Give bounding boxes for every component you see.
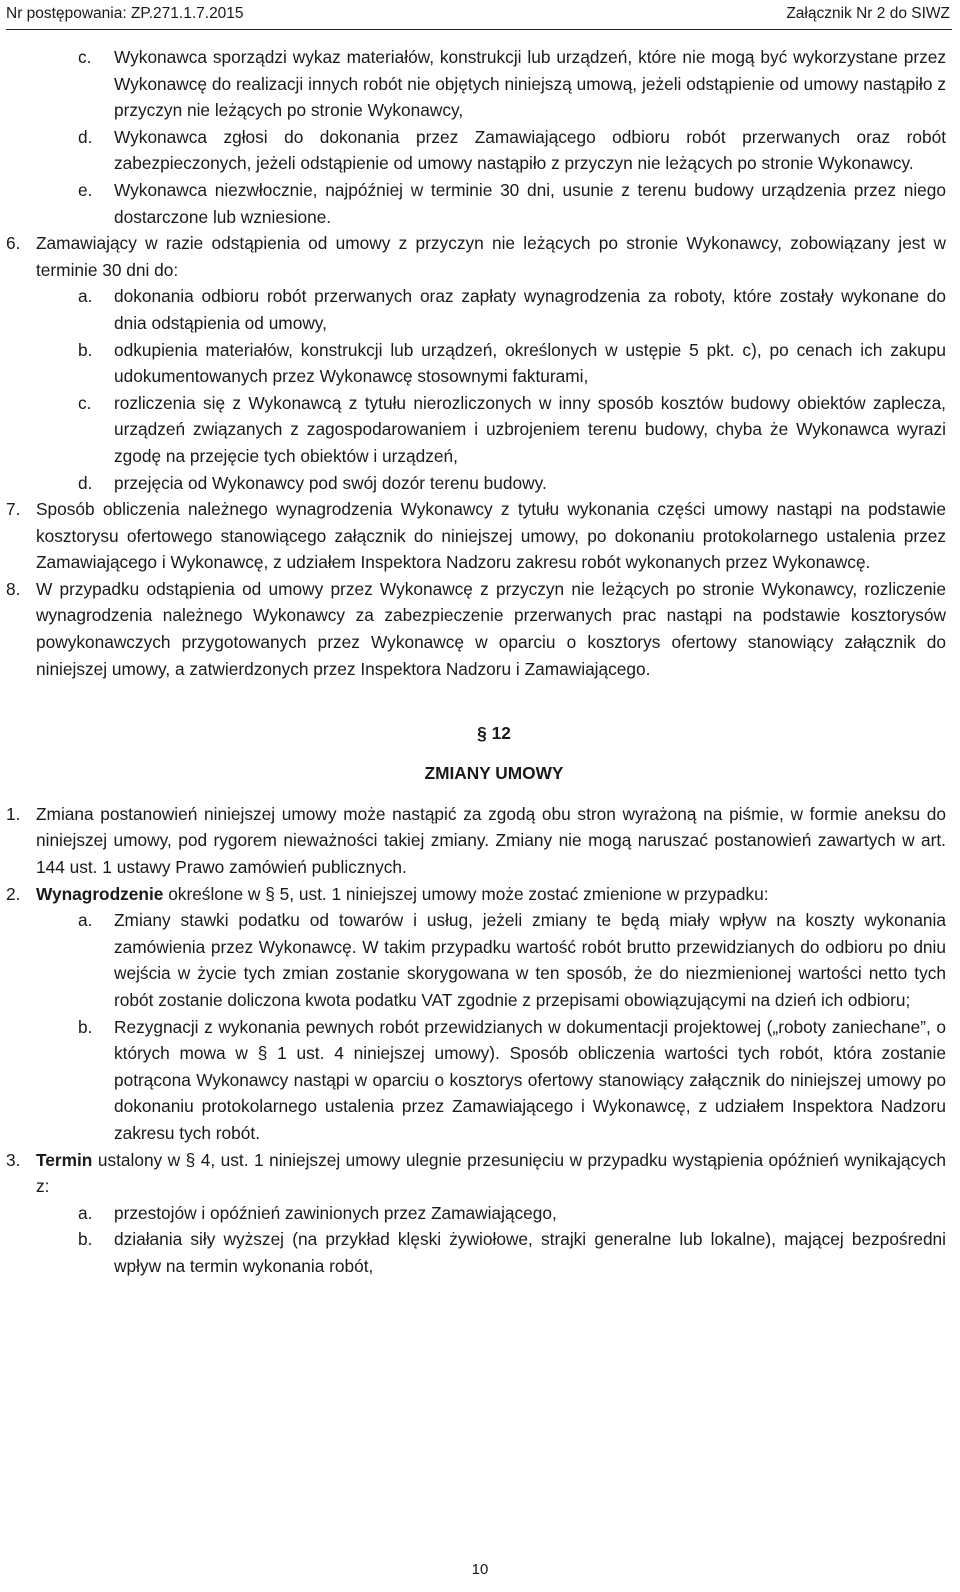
list-item: a. dokonania odbioru robót przerwanych oraz zapłaty wynagrodzenia za roboty, które zostały wykonane do dnia odstąpienia od umowy, [78,286,946,333]
list-item-text: Wykonawca sporządzi wykaz materiałów, konstrukcji lub urządzeń, które nie mogą być wykorzystane przez Wykonawcę do realizacji innych robót nie objętych niniejszą umową, jeżeli odstąpienie od umowy nastąpiło z przyczyn nie leżących po stronie Wykonawcy, [114,47,946,121]
clause-keyword: Termin [36,1149,93,1170]
paragraph-6: 6. Zamawiający w razie odstąpienia od umowy z przyczyn nie leżących po stronie Wykonawcy, zobowiązany jest w terminie 30 dni do: [6,233,946,280]
list-item: e. Wykonawca niezwłocznie, najpóźniej w terminie 30 dni, usunie z terenu budowy urządzenia przez niego dostarczone lub wzniesione. [78,179,946,227]
paragraph-8: 8. W przypadku odstąpienia od umowy przez Wykonawcę z przyczyn nie leżących po stronie Wykonawcy, rozliczenie wynagrodzenia należnego Wykonawcy za zabezpieczenie przerwanych prac nastąpi na podstawie kosztorysów powykonawczych przygotowanych przez Wykonawcę w oparciu o kosztorys ofertowy stanowiący załącznik do niniejszej umowy, a zatwierdzonych przez Inspektora Nadzoru i Zamawiającego. [6,578,946,679]
list-item: a. przestojów i opóźnień zawinionych przez Zamawiającego, [78,1202,557,1223]
list-item-text: dokonania odbioru robót przerwanych oraz zapłaty wynagrodzenia za roboty, które zostały wykonane do dnia odstąpienia od umowy, [114,286,946,333]
list-item: d. Wykonawca zgłosi do dokonania przez Zamawiającego odbioru robót przerwanych oraz robót zabezpieczonych, jeżeli odstąpienie od umowy nastąpiło z przyczyn nie leżących po stronie Wykonawcy. [78,126,946,174]
list-item: b. odkupienia materiałów, konstrukcji lub urządzeń, określonych w ustępie 5 pkt. c), po cenach ich zakupu udokumentowanych przez Wykonawcę stosownymi fakturami, [78,339,946,387]
paragraph-text: Zamawiający w razie odstąpienia od umowy z przyczyn nie leżących po stronie Wykonawcy, zobowiązany jest w terminie 30 dni do: [36,233,946,280]
list-item: b. Rezygnacji z wykonania pewnych robót przewidzianych w dokumentacji projektowej („roboty zaniechane”, o których mowa w § 1 ust. 4 niniejszej umowy). Sposób obliczenia wartości tych robót, która zostanie potrącona Wykonawcy nastąpi w oparciu o kosztorys ofertowy stanowiący załącznik do niniejszej umowy po dokonaniu protokolarnego ustalenia przez Zamawiającego i Wykonawcę, z udziałem Inspektora Nadzoru zakresu tych robót. [78,1016,946,1143]
page-header [0,2,960,28]
paragraph-7: 7. Sposób obliczenia należnego wynagrodzenia Wykonawcy z tytułu wykonania części umowy nastąpi na podstawie kosztorysu ofertowego stanowiącego załącznik do niniejszej umowy, po dokonaniu protokolarnego ustalenia przez Zamawiającego i Wykonawcę, z udziałem Inspektora Nadzoru zakresu robót wykonanych przez Wykonawcę. [6,499,946,573]
list-item: c. Wykonawca sporządzi wykaz materiałów, konstrukcji lub urządzeń, które nie mogą być wykorzystane przez Wykonawcę do realizacji innych robót nie objętych niniejszą umową, jeżeli odstąpienie od umowy nastąpiło z przyczyn nie leżących po stronie Wykonawcy, [78,47,946,121]
section-number: § 12 [477,723,511,744]
clause-text: Zmiana postanowień niniejszej umowy może nastąpić za zgodą obu stron wyrażoną na piśmie, w formie aneksu do niniejszej umowy, pod rygorem nieważności takiej zmiany. Zmiany nie mogą naruszać postanowień zawartych w art. 144 ust. 1 ustawy Prawo zamówień publicznych. [36,803,946,878]
list-item: a. Zmiany stawki podatku od towarów i usług, jeżeli zmiany te będą miały wpływ na koszty wykonania zamówienia przez Wykonawcę. W takim przypadku wartość robót brutto przewidzianych do odbioru po dniu wejścia w życie tych zmian zostanie skorygowana w ten sposób, że do niezmienionej wartości netto tych robót zostanie doliczona kwota podatku VAT zgodnie z przepisami obowiązującymi na dzień ich odbioru; [78,910,946,1010]
list-item-text: Zmiany stawki podatku od towarów i usług, jeżeli zmiany te będą miały wpływ na koszty wykonania zamówienia przez Wykonawcę. W takim przypadku wartość robót brutto przewidzianych do odbioru po dniu wejścia w życie tych zmian zostanie skorygowana w ten sposób, że do niezmienionej wartości netto tych robót zostanie doliczona kwota podatku VAT zgodnie z przepisami obowiązującymi na dzień ich odbioru; [114,910,946,1010]
clause-2: 2. Wynagrodzenie określone w § 5, ust. 1 niniejszej umowy może zostać zmienione w przypadku: [6,883,769,904]
clause-1: 1. Zmiana postanowień niniejszej umowy może nastąpić za zgodą obu stron wyrażoną na piśmie, w formie aneksu do niniejszej umowy, pod rygorem nieważności takiej zmiany. Zmiany nie mogą naruszać postanowień zawartych w art. 144 ust. 1 ustawy Prawo zamówień publicznych. [6,803,946,878]
page-number: 10 [471,1561,489,1578]
list-item-text: działania siły wyższej (na przykład klęski żywiołowe, strajki generalne lub lokalne), mającej bezpośredni wpływ na termin wykonania robót, [114,1229,946,1276]
list-item-text: przejęcia od Wykonawcy pod swój dozór terenu budowy. [114,472,547,493]
clause-keyword: Wynagrodzenie [36,883,164,904]
clause-3: 3. Termin ustalony w § 4, ust. 1 niniejszej umowy ulegnie przesunięciu w przypadku wystąpienia opóźnień wynikających z: [6,1149,946,1197]
header-divider [6,29,952,30]
section-title: ZMIANY UMOWY [424,763,564,784]
case-number: Nr postępowania: ZP.271.1.7.2015 [6,5,244,22]
paragraph-text: Sposób obliczenia należnego wynagrodzenia Wykonawcy z tytułu wykonania części umowy nastąpi na podstawie kosztorysu ofertowego stanowiącego załącznik do niniejszej umowy, po dokonaniu protokolarnego ustalenia przez Zamawiającego i Wykonawcę, z udziałem Inspektora Nadzoru zakresu robót wykonanych przez Wykonawcę. [36,499,946,573]
attachment-label: Załącznik Nr 2 do SIWZ [786,5,950,22]
list-item: d. przejęcia od Wykonawcy pod swój dozór terenu budowy. [78,472,547,493]
document-body [0,44,960,1280]
list-item-text: Wykonawca niezwłocznie, najpóźniej w terminie 30 dni, usunie z terenu budowy urządzenia przez niego dostarczone lub wzniesione. [114,179,946,227]
list-item-text: odkupienia materiałów, konstrukcji lub urządzeń, określonych w ustępie 5 pkt. c), po cenach ich zakupu udokumentowanych przez Wykonawcę stosownymi fakturami, [114,339,946,387]
list-item-text: przestojów i opóźnień zawinionych przez Zamawiającego, [114,1202,557,1223]
clause-text: ustalony w § 4, ust. 1 niniejszej umowy ulegnie przesunięciu w przypadku wystąpienia opóźnień wynikających z: [36,1149,946,1197]
list-item-text: Wykonawca zgłosi do dokonania przez Zamawiającego odbioru robót przerwanych oraz robót zabezpieczonych, jeżeli odstąpienie od umowy nastąpiło z przyczyn nie leżących po stronie Wykonawcy. [114,126,946,174]
clause-text: określone w § 5, ust. 1 niniejszej umowy może zostać zmienione w przypadku: [163,883,769,904]
list-item-text: Rezygnacji z wykonania pewnych robót przewidzianych w dokumentacji projektowej („roboty zaniechane”, o których mowa w § 1 ust. 4 niniejszej umowy). Sposób obliczenia wartości tych robót, która zostanie potrącona Wykonawcy nastąpi w oparciu o kosztorys ofertowy stanowiący załącznik do niniejszej umowy po dokonaniu protokolarnego ustalenia przez Zamawiającego i Wykonawcę, z udziałem Inspektora Nadzoru zakresu tych robót. [114,1016,946,1143]
paragraph-text: W przypadku odstąpienia od umowy przez Wykonawcę z przyczyn nie leżących po stronie Wykonawcy, rozliczenie wynagrodzenia należnego Wykonawcy za zabezpieczenie przerwanych prac nastąpi na podstawie kosztorysów powykonawczych przygotowanych przez Wykonawcę w oparciu o kosztorys ofertowy stanowiący załącznik do niniejszej umowy, a zatwierdzonych przez Inspektora Nadzoru i Zamawiającego. [36,578,946,679]
list-item-text: rozliczenia się z Wykonawcą z tytułu nierozliczonych w inny sposób kosztów budowy obiektów zaplecza, urządzeń związanych z zagospodarowaniem i uzbrojeniem terenu budowy, chyba że Wykonawca wyrazi zgodę na przejęcie tych obiektów i urządzeń, [114,392,946,466]
list-item: c. rozliczenia się z Wykonawcą z tytułu nierozliczonych w inny sposób kosztów budowy obiektów zaplecza, urządzeń związanych z zagospodarowaniem i uzbrojeniem terenu budowy, chyba że Wykonawca wyrazi zgodę na przejęcie tych obiektów i urządzeń, [78,392,946,466]
list-item: b. działania siły wyższej (na przykład klęski żywiołowe, strajki generalne lub lokalne), mającej bezpośredni wpływ na termin wykonania robót, [78,1229,946,1276]
